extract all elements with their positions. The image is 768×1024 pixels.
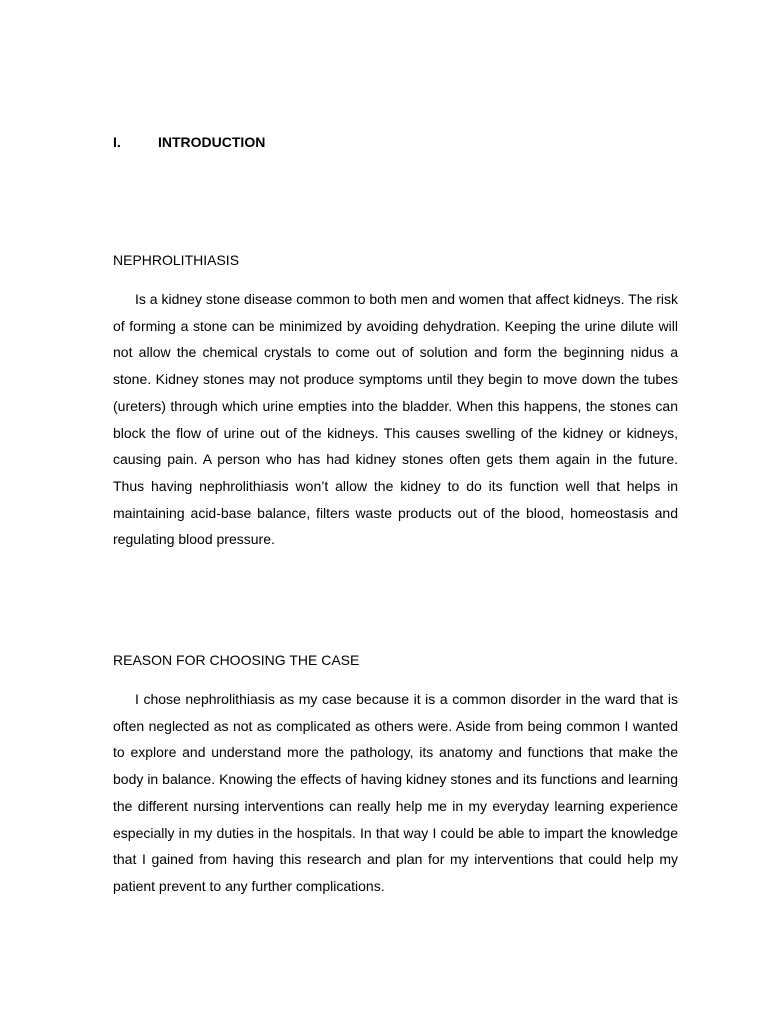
section-title-nephrolithiasis: NEPHROLITHIASIS xyxy=(113,252,240,268)
chapter-number: I. xyxy=(113,134,121,150)
chapter-title: INTRODUCTION xyxy=(158,134,266,150)
section-paragraph-reason: I chose nephrolithiasis as my case because it is a common disorder in the ward that is often neglected as not as complicated as others were. Aside from being common I wanted to explore and understand more the pathology, its anatomy and functions that make the body in balance. Knowing the effects of having kidney stones and its functions and learning the different nursing interventions can really help me in my everyday learning experience especially in my duties in the hospitals. In that way I could be able to impart the knowledge that I gained from having this research and plan for my interventions that could help my patient prevent to any further complications. xyxy=(113,691,678,894)
chapter-heading xyxy=(113,132,673,152)
section-paragraph-nephrolithiasis: Is a kidney stone disease common to both men and women that affect kidneys. The risk of forming a stone can be minimized by avoiding dehydration. Keeping the urine dilute will not allow the chemical crystals to come out of solution and form the beginning nidus a stone. Kidney stones may not produce symptoms until they begin to move down the tubes (ureters) through which urine empties into the bladder. When this happens, the stones can block the flow of urine out of the kidneys. This causes swelling of the kidney or kidneys, causing pain. A person who has had kidney stones often gets them again in the future. Thus having nephrolithiasis won’t allow the kidney to do its function well that helps in maintaining acid-base balance, filters waste products out of the blood, homeostasis and regulating blood pressure. xyxy=(113,291,678,548)
section-title-reason: REASON FOR CHOOSING THE CASE xyxy=(113,652,360,668)
